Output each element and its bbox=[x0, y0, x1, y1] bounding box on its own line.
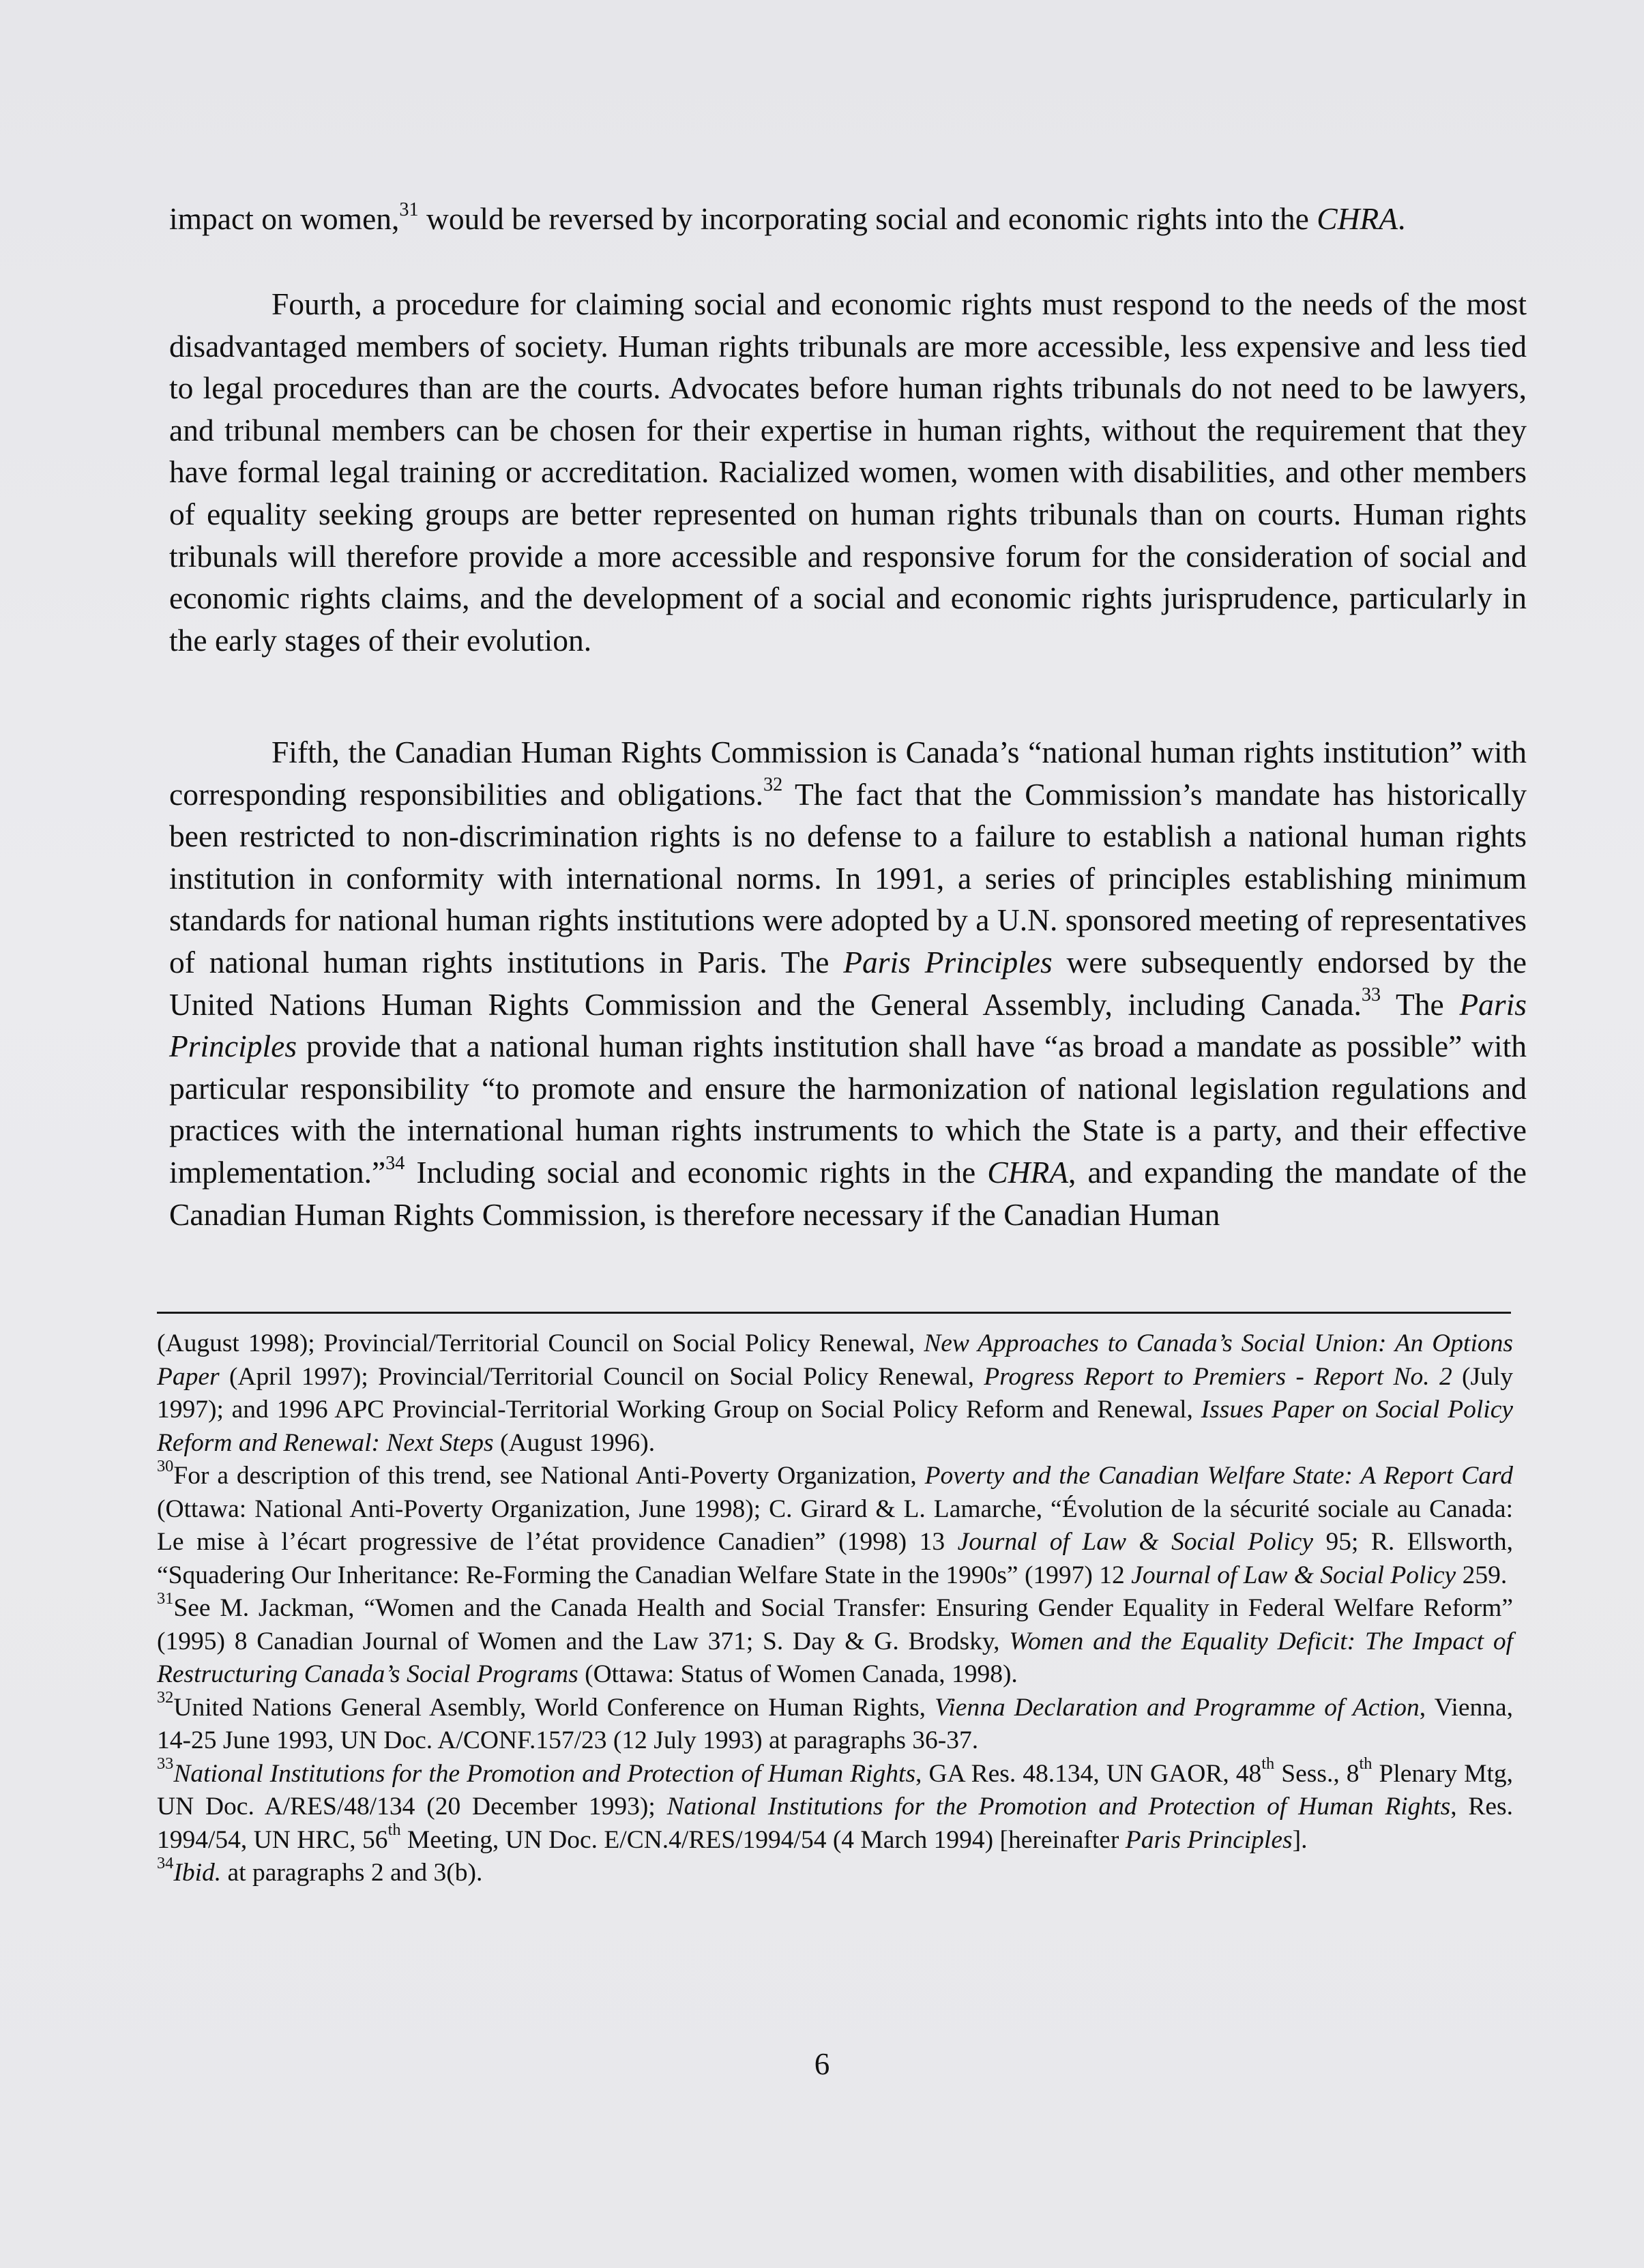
intro-text: impact on women, bbox=[169, 201, 400, 236]
footnote-number: 32 bbox=[157, 1688, 174, 1707]
fifth-text-7: , and expanding the mandate of the Canadian Human Rights Commission, is therefore necessary if the Canadian Human bbox=[169, 1154, 1527, 1232]
footnotes bbox=[157, 1327, 1513, 1890]
fifth-text-3: were subsequently endorsed by the United Nations Human Rights Commission and the General Assembly, including Canada. bbox=[169, 944, 1527, 1022]
footnote-ref-32[interactable]: 32 bbox=[763, 774, 783, 796]
intro-period: . bbox=[1398, 201, 1406, 236]
footnote-33: $^{33}$National Institutions for the Promotion and Protection of Human Rights, GA Res. 48.134, UN GAOR, 48th Sess., 8th Plenary Mtg, UN Doc. A/RES/48/134 (20 December 1993); National Institutions for the Promotion and Protection of Human Rights, Res. 1994/54, UN HRC, 56th Meeting, UN Doc. E/CN.4/RES/1994/54 (4 March 1994) [hereinafter Paris Principles]. bbox=[157, 1754, 1514, 1854]
footnote-31: $^{31}$See M. Jackman, “Women and the Canada Health and Social Transfer: Ensuring Gender Equality in Federal Welfare Reform” (1995) 8 Canadian Journal of Women and the Law 371; S. Day & G. Brodsky, Women and the Equality Deficit: The Impact of Restructuring Canada’s Social Programs (Ottawa: Status of Women Canada, 1998). bbox=[157, 1589, 1513, 1688]
footnote-number: 31 bbox=[157, 1589, 174, 1608]
footnote-number: 33 bbox=[157, 1754, 174, 1773]
fourth-paragraph bbox=[169, 283, 1527, 661]
chra-abbrev: CHRA bbox=[1317, 201, 1398, 236]
footnote-ref-34[interactable]: 34 bbox=[385, 1152, 405, 1174]
footnote-32: $^{32}$United Nations General Asembly, World Conference on Human Rights, Vienna Declaration and Programme of Action, Vienna, 14-25 June 1993, UN Doc. A/CONF.157/23 (12 July 1993) at paragraphs 36-37. bbox=[157, 1688, 1514, 1754]
fifth-text-6: Including social and economic rights in the bbox=[405, 1154, 988, 1190]
fifth-text-1: Fifth, the Canadian Human Rights Commission is Canada’s “national human rights institution” with corresponding responsibilities and obligations. bbox=[169, 735, 1527, 812]
page-number: 6 bbox=[814, 2047, 830, 2081]
chra-abbrev: CHRA bbox=[987, 1154, 1069, 1190]
intro-text-cont: would be reversed by incorporating social and economic rights into the bbox=[418, 201, 1317, 236]
fifth-paragraph bbox=[169, 731, 1527, 1235]
footnote-ref-33[interactable]: 33 bbox=[1361, 984, 1381, 1006]
fifth-text-5: provide that a national human rights institution shall have “as broad a mandate as possible” with particular responsibility “to promote and ensure the harmonization of national legislation regulations and practices with the international human rights instruments to which the State is a party, and their effective implementation.” bbox=[169, 1029, 1527, 1190]
footnote-34: $^{34}$Ibid. at paragraphs 2 and 3(b). bbox=[157, 1853, 483, 1887]
footnote-ref-31[interactable]: 31 bbox=[399, 198, 419, 220]
paris-principles-title: Paris Principles bbox=[843, 944, 1053, 980]
fifth-text-2: The fact that the Commission’s mandate has historically been restricted to non-discrimination rights is no defense to a failure to establish a national human rights institution in conformity with international norms. In 1991, a series of principles establishing minimum standards for national human rights institutions were adopted by a U.N. sponsored meeting of representatives of national human rights institutions in Paris. The bbox=[169, 776, 1527, 980]
footnote-continued: (August 1998); Provincial/Territorial Council on Social Policy Renewal, New Approaches to Canada’s Social Union: An Options Paper (April 1997); Provincial/Territorial Council on Social Policy Renewal, Progress Report to Premiers - Report No. 2 (July 1997); and 1996 APC Provincial-Territorial Working Group on Social Policy Reform and Renewal, Issues Paper on Social Policy Reform and Renewal: Next Steps (August 1996). bbox=[157, 1329, 1514, 1457]
paris-principles-title: Paris Principles bbox=[169, 986, 1527, 1064]
intro-paragraph bbox=[169, 198, 1527, 240]
fourth-paragraph-text: Fourth, a procedure for claiming social and economic rights must respond to the needs of the most disadvantaged members of society. Human rights tribunals are more accessible, less expensive and less tied to legal procedures than are the courts. Advocates before human rights tribunals do not need to be lawyers, and tribunal members can be chosen for their expertise in human rights, without the requirement that they have formal legal training or accreditation. Racialized women, women with disabilities, and other members of equality seeking groups are better represented on human rights tribunals than on courts. Human rights tribunals will therefore provide a more accessible and responsive forum for the consideration of social and economic rights claims, and the development of a social and economic rights jurisprudence, particularly in the early stages of their evolution. bbox=[169, 286, 1527, 658]
fifth-text-4: The bbox=[1381, 986, 1460, 1022]
footnote-separator bbox=[157, 1312, 1511, 1314]
footnote-number: 34 bbox=[157, 1853, 174, 1872]
footnote-30: $^{30}$For a description of this trend, see National Anti-Poverty Organization, Poverty and the Canadian Welfare State: A Report Card (Ottawa: National Anti-Poverty Organization, June 1998); C. Girard & L. Lamarche, “Évolution de la sécurité sociale au Canada: Le mise à l’écart progressive de l’état providence Canadien” (1998) 13 Journal of Law & Social Policy 95; R. Ellsworth, “Squadering Our Inheritance: Re-Forming the Canadian Welfare State in the 1990s” (1997) 12 Journal of Law & Social Policy 259. bbox=[157, 1456, 1513, 1589]
footnote-number: 30 bbox=[157, 1456, 174, 1475]
